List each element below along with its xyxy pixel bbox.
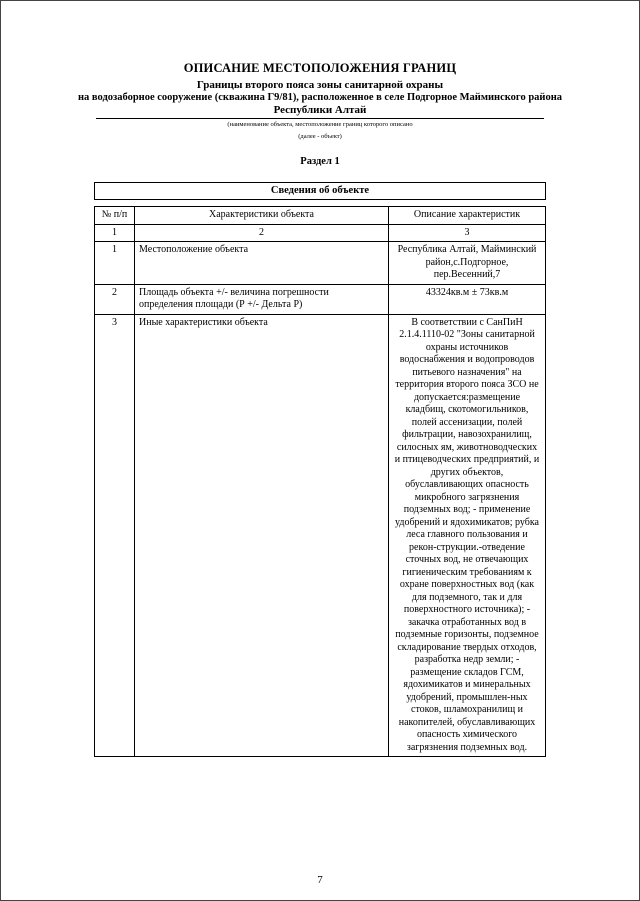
table-title: Сведения об объекте	[94, 182, 546, 200]
object-name-underline	[96, 118, 544, 119]
page-title: ОПИСАНИЕ МЕСТОПОЛОЖЕНИЯ ГРАНИЦ	[183, 61, 457, 75]
subtitle-line-1: Границы второго пояса зоны санитарной охраны	[196, 79, 444, 91]
row-description: 43324кв.м ± 73кв.м	[389, 284, 546, 314]
caption-line-1: (наименование объекта, местоположение границ которого описано	[227, 121, 413, 128]
section-heading: Раздел 1	[300, 156, 340, 167]
numbering-col-3: 3	[389, 224, 546, 242]
row-description: В соответствии с СанПиН 2.1.4.1110-02 "Зоны санитарной охраны источников водоснабжения и водопроводов питьевого назначения" на территория второго пояса ЗСО не допускается:размещение кладбищ, скотомогильников, полей ассенизации, полей фильтрации, навозохранилищ, силосных ям, животноводческих и птицеводческих предприятий, и других объектов, обуславливающих опасность микробного загрязнения подземных вод; - применение удобрений и ядохимикатов; рубка леса главного пользования и рекон-струкции.-отведение сточных вод, не отвечающих гигиеническим требованиям к охране поверхностных вод (как для подземного, так и для поверхностного источника); - закачка отработанных вод в подземные горизонты, подземное складирование твердых отходов, разработка недр земли; - размещение складов ГСМ, ядохимикатов и минеральных удобрений, промышлен-ных стоков, шламохранилищ и накопителей, обуславливающих опасность химического загрязнения подземных вод.	[389, 314, 546, 757]
document-header	[1, 1, 639, 167]
header-characteristic: Характеристики объекта	[135, 207, 389, 225]
subtitle-line-3: Республики Алтай	[273, 104, 367, 116]
page-number: 7	[317, 874, 323, 886]
row-number: 1	[95, 242, 135, 285]
numbering-col-1: 1	[95, 224, 135, 242]
table-row	[95, 284, 546, 314]
caption-line-2: (далее - объект)	[298, 133, 342, 140]
table-row	[95, 314, 546, 757]
table-row	[95, 242, 546, 285]
header-num: № п/п	[95, 207, 135, 225]
numbering-col-2: 2	[135, 224, 389, 242]
header-description: Описание характеристик	[389, 207, 546, 225]
table-header-row	[95, 207, 546, 225]
info-table	[94, 206, 546, 757]
row-number: 2	[95, 284, 135, 314]
row-number: 3	[95, 314, 135, 757]
row-characteristic: Местоположение объекта	[135, 242, 389, 285]
row-characteristic: Площадь объекта +/- величина погрешности определения площади (Р +/- Дельта Р)	[135, 284, 389, 314]
subtitle-line-2: на водозаборное сооружение (скважина Г9/81), расположенное в селе Подгорное Майминского района	[77, 92, 563, 103]
row-characteristic: Иные характеристики объекта	[135, 314, 389, 757]
info-table-wrapper	[94, 182, 546, 757]
row-description: Республика Алтай, Майминский район,с.Подгорное, пер.Весенний,7	[389, 242, 546, 285]
table-numbering-row	[95, 224, 546, 242]
